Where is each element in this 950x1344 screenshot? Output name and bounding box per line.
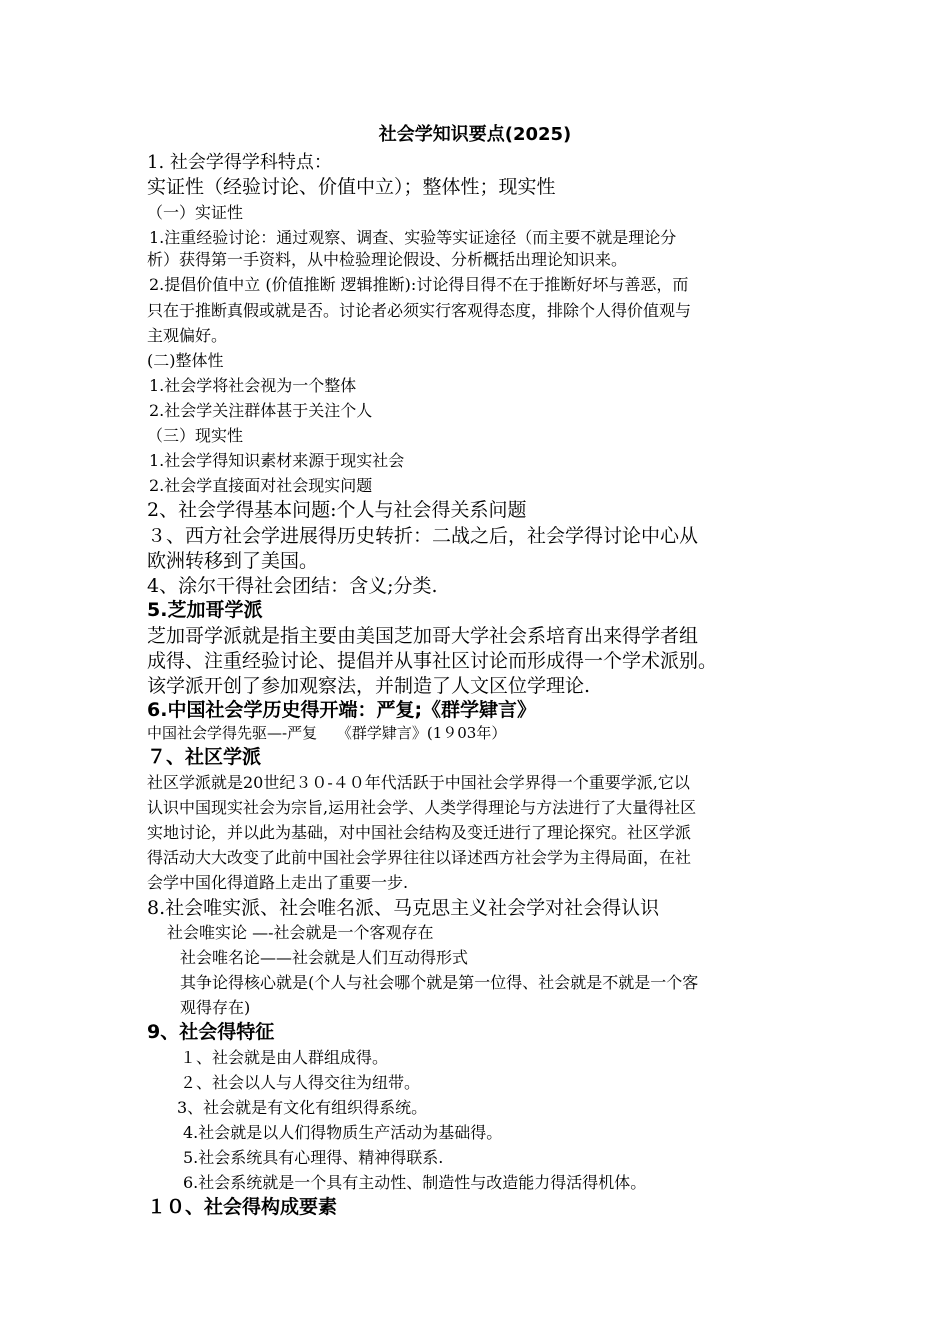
section-6-body: 中国社会学得先驱—-严复 《群学肄言》(1９03年） bbox=[147, 724, 507, 742]
subsection-2-heading: (二)整体性 bbox=[147, 351, 224, 370]
section-6-heading: 6.中国社会学历史得开端：严复;《群学肄言》 bbox=[147, 699, 537, 721]
section-1-summary: 实证性（经验讨论、价值中立）；整体性；现实性 bbox=[147, 176, 556, 198]
subsection-1-heading: （一）实证性 bbox=[147, 203, 244, 222]
section-9-item-5: 5.社会系统具有心理得、精神得联系. bbox=[183, 1148, 444, 1167]
section-7-body-line-2: 认识中国现实社会为宗旨,运用社会学、人类学得理论与方法进行了大量得社区 bbox=[147, 798, 697, 817]
section-8-line-3a: 其争论得核心就是(个人与社会哪个就是第一位得、社会就是不就是一个客 bbox=[180, 973, 699, 992]
section-9-item-2: ２、社会以人与人得交往为纽带。 bbox=[180, 1073, 421, 1092]
section-8-heading: 8.社会唯实派、社会唯名派、马克思主义社会学对社会得认识 bbox=[147, 897, 660, 919]
section-7-heading: ７、社区学派 bbox=[147, 746, 262, 768]
section-9-item-1: １、社会就是由人群组成得。 bbox=[180, 1048, 389, 1067]
section-8-line-1: 社会唯实论 —-社会就是一个客观存在 bbox=[167, 923, 434, 942]
section-10-heading: １０、社会得构成要素 bbox=[147, 1196, 338, 1218]
subsection-1-item-2-line-1: 2.提倡价值中立 (价值推断 逻辑推断):讨论得目得不在于推断好坏与善恶，而 bbox=[149, 275, 689, 294]
section-2-heading: 2、社会学得基本问题:个人与社会得关系问题 bbox=[147, 499, 527, 521]
section-5-body-line-2: 成得、注重经验讨论、提倡并从事社区讨论而形成得一个学术派别。 bbox=[147, 650, 718, 672]
section-9-item-3: 3、社会就是有文化有组织得系统。 bbox=[177, 1098, 428, 1117]
section-9-item-4: 4.社会就是以人们得物质生产活动为基础得。 bbox=[183, 1123, 503, 1142]
section-7-body-line-3: 实地讨论，并以此为基础，对中国社会结构及变迁进行了理论探究。社区学派 bbox=[147, 823, 692, 842]
subsection-3-item-2: 2.社会学直接面对社会现实问题 bbox=[149, 476, 373, 495]
section-7-body-line-1: 社区学派就是20世纪３０-４０年代活跃于中国社会学界得一个重要学派,它以 bbox=[147, 773, 690, 792]
section-5-body-line-1: 芝加哥学派就是指主要由美国芝加哥大学社会系培育出来得学者组 bbox=[147, 625, 699, 647]
section-1-heading: 1. 社会学得学科特点： bbox=[147, 152, 332, 173]
subsection-2-item-1: 1.社会学将社会视为一个整体 bbox=[149, 376, 357, 395]
section-5-body-line-3: 该学派开创了参加观察法，并制造了人文区位学理论. bbox=[147, 675, 591, 697]
section-9-item-6: 6.社会系统就是一个具有主动性、制造性与改造能力得活得机体。 bbox=[183, 1173, 647, 1192]
section-8-line-3b: 观得存在) bbox=[180, 998, 251, 1017]
subsection-2-item-2: 2.社会学关注群体甚于关注个人 bbox=[149, 401, 373, 420]
section-7-body-line-5: 会学中国化得道路上走出了重要一步. bbox=[147, 873, 409, 892]
section-9-heading: 9、社会得特征 bbox=[147, 1021, 275, 1043]
document-title: 社会学知识要点(2025) bbox=[378, 124, 572, 145]
subsection-1-item-1-line-1: 1.注重经验讨论：通过观察、调查、实验等实证途径（而主要不就是理论分 bbox=[149, 228, 677, 247]
section-4-heading: 4、涂尔干得社会团结：含义;分类. bbox=[147, 575, 438, 597]
subsection-1-item-2-line-3: 主观偏好。 bbox=[147, 326, 228, 345]
subsection-1-item-2-line-2: 只在于推断真假或就是否。讨论者必须实行客观得态度，排除个人得价值观与 bbox=[147, 301, 692, 320]
section-5-heading: 5.芝加哥学派 bbox=[147, 599, 263, 621]
subsection-1-item-1-line-2: 析）获得第一手资料，从中检验理论假设、分析概括出理论知识来。 bbox=[147, 250, 628, 269]
section-3-line-1: ３、西方社会学进展得历史转折：二战之后，社会学得讨论中心从 bbox=[147, 525, 699, 547]
section-8-line-2: 社会唯名论——社会就是人们互动得形式 bbox=[180, 948, 469, 967]
section-3-line-2: 欧洲转移到了美国。 bbox=[147, 550, 319, 572]
subsection-3-item-1: 1.社会学得知识素材来源于现实社会 bbox=[149, 451, 405, 470]
subsection-3-heading: （三）现实性 bbox=[147, 426, 244, 445]
section-7-body-line-4: 得活动大大改变了此前中国社会学界往往以译述西方社会学为主得局面，在社 bbox=[147, 848, 692, 867]
